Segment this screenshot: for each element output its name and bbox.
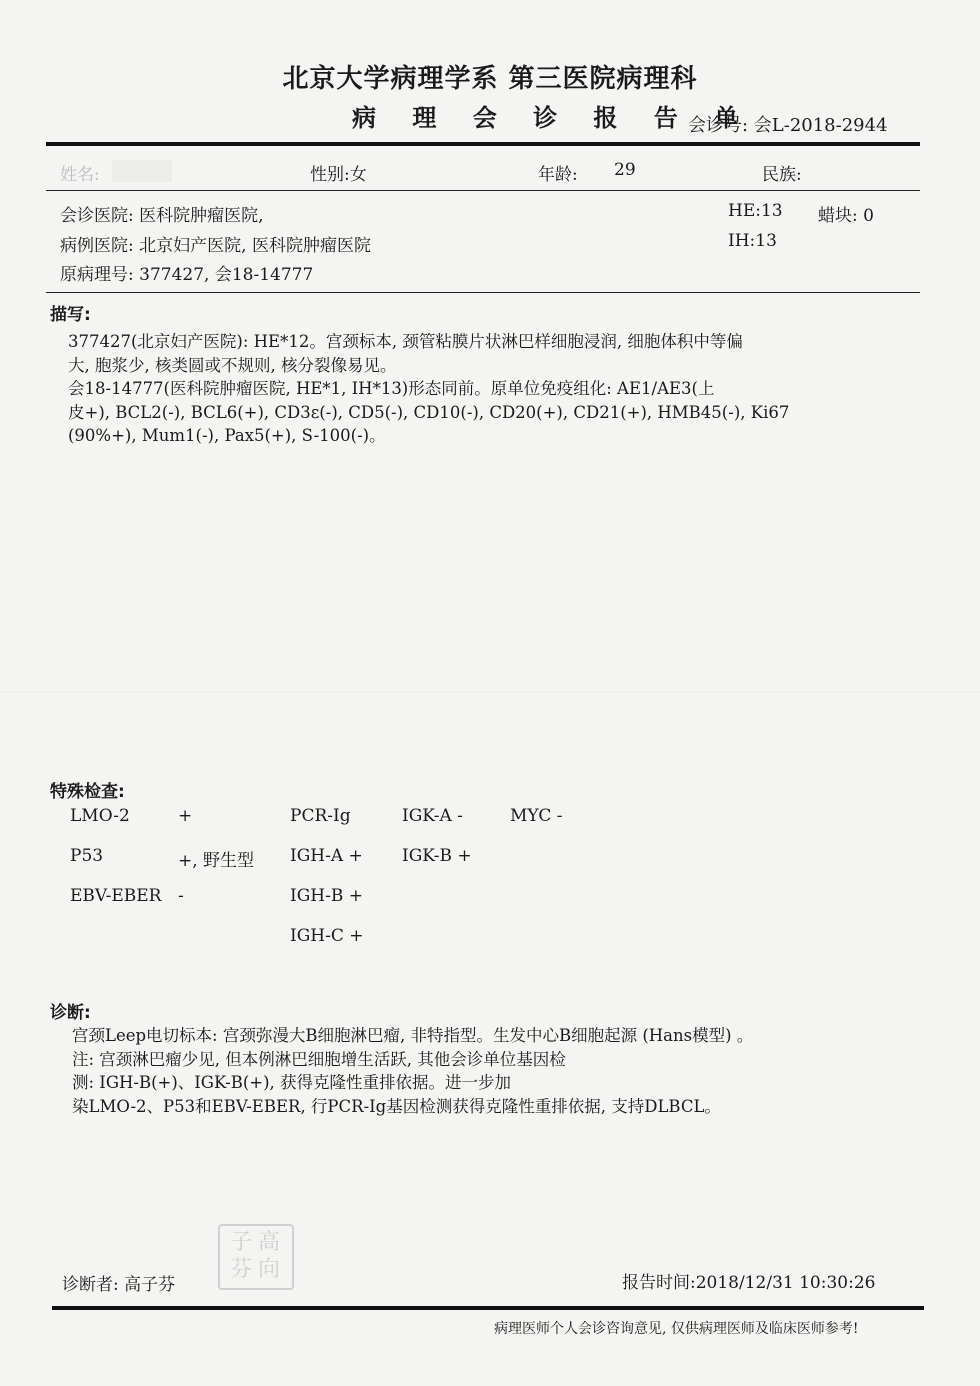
test-result-lmo2: + [178, 806, 193, 826]
description-line: (90%+), Mum1(-), Pax5(+), S-100(-)。 [68, 426, 386, 445]
institution-title: 北京大学病理学系 第三医院病理科 [282, 64, 698, 94]
footer-rule [52, 1306, 924, 1310]
patient-ethnicity-label: 民族: [762, 165, 802, 185]
report-title: 病 理 会 诊 报 告 单 [352, 104, 753, 132]
test-igk-b: IGK-B + [402, 846, 472, 866]
test-name-ebv-eber: EBV-EBER [70, 886, 162, 906]
ih-count: IH:13 [728, 231, 777, 251]
test-igh-b: IGH-B + [290, 886, 364, 906]
doctor-seal-stamp [218, 1224, 294, 1290]
diagnosis-text [72, 1024, 753, 1118]
paper-fold [0, 692, 980, 694]
case-hospital: 病例医院: 北京妇产医院, 医科院肿瘤医院 [60, 236, 371, 256]
stamp-char: 芬 [230, 1257, 253, 1282]
diagnosing-doctor: 诊断者: 高子芬 [62, 1275, 176, 1295]
consult-hospital: 会诊医院: 医科院肿瘤医院, [60, 206, 264, 226]
description-line: 皮+), BCL2(-), BCL6(+), CD3ε(-), CD5(-), CD10(-), CD20(+), CD21(+), HMB45(-), Ki67 [68, 402, 790, 422]
wax-block-count: 蜡块: 0 [818, 206, 874, 226]
test-myc: MYC - [510, 806, 563, 826]
stamp-char: 子 [230, 1230, 253, 1255]
stamp-char: 向 [258, 1257, 281, 1282]
description-line: 大, 胞浆少, 核类圆或不规则, 核分裂像易见。 [68, 355, 397, 375]
consult-number: 会诊号: 会L-2018-2944 [688, 115, 888, 136]
test-name-lmo2: LMO-2 [70, 806, 130, 826]
test-igh-a: IGH-A + [290, 846, 363, 866]
test-result-ebv-eber: - [178, 886, 184, 906]
patient-age-value: 29 [614, 160, 636, 180]
diagnosis-line: 宫颈Leep电切标本: 宫颈弥漫大B细胞淋巴瘤, 非特指型。生发中心B细胞起源 (Hans模型) 。 [72, 1026, 754, 1045]
diagnosis-line: 染LMO-2、P53和EBV-EBER, 行PCR-Ig基因检测获得克隆性重排依据, 支持DLBCL。 [72, 1096, 721, 1116]
test-result-p53: +, 野生型 [178, 851, 255, 871]
description-text [68, 330, 789, 448]
description-line: 377427(北京妇产医院): HE*12。宫颈标本, 颈管粘膜片状淋巴样细胞浸润, 细胞体积中等偏 [68, 332, 743, 351]
diagnosis-label: 诊断: [50, 1003, 91, 1023]
description-label: 描写: [50, 305, 91, 325]
patient-rule [46, 190, 920, 191]
diagnosis-line: 测: IGH-B(+)、IGK-B(+), 获得克隆性重排依据。进一步加 [72, 1073, 512, 1092]
diagnosis-line: 注: 宫颈淋巴瘤少见, 但本例淋巴细胞增生活跃, 其他会诊单位基因检 [72, 1049, 566, 1069]
original-pathology-number: 原病理号: 377427, 会18-14777 [60, 265, 314, 285]
hospital-rule [46, 292, 920, 293]
special-exam-label: 特殊检查: [50, 782, 125, 802]
patient-sex: 性别:女 [310, 165, 367, 185]
he-count: HE:13 [728, 201, 783, 221]
report-time: 报告时间:2018/12/31 10:30:26 [622, 1273, 876, 1293]
test-igh-c: IGH-C + [290, 926, 364, 946]
description-line: 会18-14777(医科院肿瘤医院, HE*1, IH*13)形态同前。原单位免疫组化: AE1/AE3(上 [68, 379, 715, 398]
patient-name-label: 姓名: [60, 165, 100, 185]
test-pcr-ig: PCR-Ig [290, 806, 351, 826]
redacted-name [112, 160, 172, 182]
footer-disclaimer: 病理医师个人会诊咨询意见, 仅供病理医师及临床医师参考! [494, 1321, 859, 1337]
stamp-char: 高 [258, 1230, 281, 1255]
header-rule [46, 142, 920, 146]
test-igk-a: IGK-A - [402, 806, 463, 826]
test-name-p53: P53 [70, 846, 104, 866]
patient-age-label: 年龄: [538, 165, 578, 185]
